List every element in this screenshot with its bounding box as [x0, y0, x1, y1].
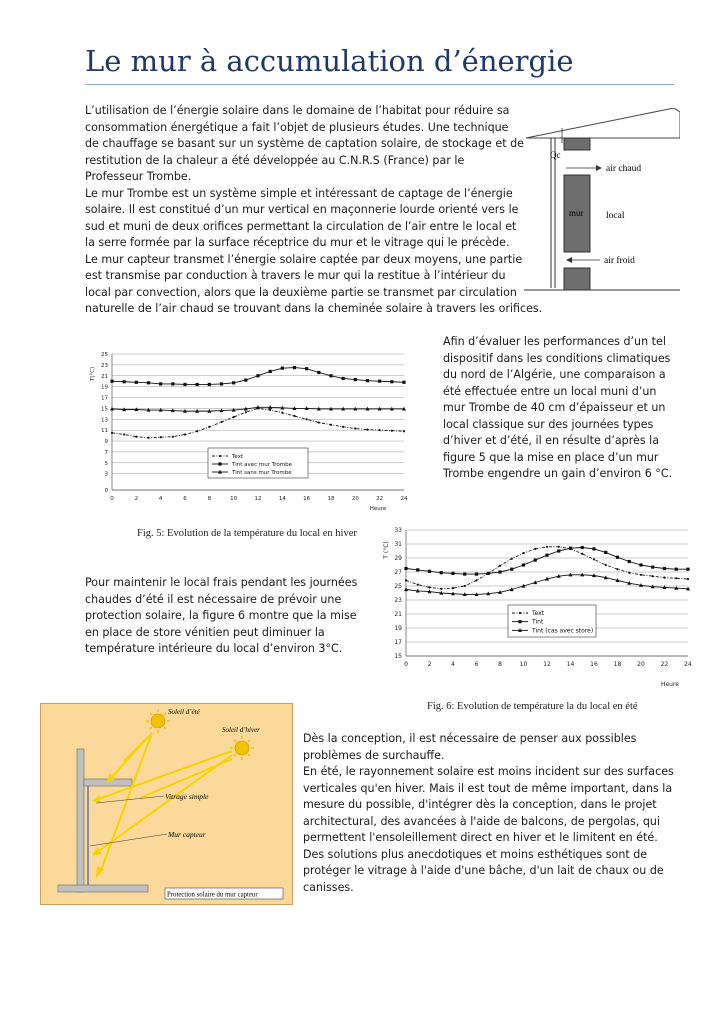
page-title: Le mur à accumulation d’énergie — [85, 44, 574, 78]
conception-line: mesure du possible, d'intégrer dès la conception, dans le projet — [303, 798, 657, 811]
legend-marker — [518, 620, 521, 623]
hot-air-arrowhead — [596, 165, 602, 171]
data-point — [404, 567, 407, 570]
x-tick-label: 2 — [134, 496, 139, 502]
cold-air-label: air froid — [604, 256, 635, 266]
y-tick-label: 0 — [104, 488, 108, 494]
eval-line: d’hiver et d’été, il en résulte d’après la — [443, 434, 660, 447]
data-point — [366, 429, 368, 431]
data-point — [245, 411, 247, 413]
y-axis-label: T (°C) — [383, 541, 390, 559]
x-tick-label: 16 — [303, 496, 311, 502]
data-point — [402, 381, 405, 384]
data-point — [417, 584, 419, 586]
data-point — [675, 577, 677, 579]
conception-line: architectural, des avancées à l'aide de balcons, de pergolas, qui — [303, 814, 661, 828]
y-tick-label: 3 — [104, 471, 108, 478]
intro-line: consommation énergétique a fait l’objet de plusieurs études. Une technique — [85, 120, 509, 134]
y-tick-label: 21 — [101, 373, 108, 380]
x-tick-label: 8 — [498, 661, 502, 668]
intro-line: sud et muni de deux orifices permettant la circulation de l’air entre le local et — [85, 219, 517, 233]
series-line — [112, 408, 404, 437]
summer-sun-label: Soleil d’été — [168, 708, 200, 716]
cold-air-arrowhead — [566, 257, 572, 263]
legend-label: Text — [532, 610, 545, 617]
room-label: local — [606, 211, 625, 221]
y-tick-label: 25 — [101, 352, 108, 358]
data-point — [428, 570, 431, 573]
legend-marker — [218, 462, 221, 465]
y-tick-label: 17 — [101, 395, 108, 402]
data-point — [687, 578, 689, 580]
y-tick-label: 27 — [394, 569, 402, 576]
y-tick-label: 5 — [104, 460, 108, 467]
evaluation-paragraph — [443, 334, 683, 483]
data-point — [534, 548, 536, 550]
data-point — [593, 558, 595, 560]
x-tick-label: 20 — [637, 661, 645, 668]
fig6-summer-chart — [380, 525, 698, 697]
title-rule — [85, 84, 674, 85]
x-tick-label: 6 — [474, 661, 479, 668]
data-point — [652, 575, 654, 577]
data-point — [628, 560, 631, 563]
fig6-caption: Fig. 6: Evolution de température la du local en été — [427, 701, 638, 712]
y-tick-label: 11 — [101, 428, 108, 435]
data-point — [464, 585, 466, 587]
conception-line: verticales qu'en hiver. Mais il est tout de même important, dans la — [303, 781, 673, 795]
data-point — [159, 382, 162, 385]
legend-label: Tint (cas avec store) — [532, 627, 594, 635]
y-tick-label: 31 — [394, 541, 402, 548]
data-point — [651, 566, 654, 569]
eval-line: été effectuée entre un local muni d’un — [443, 384, 657, 398]
x-tick-label: 0 — [110, 496, 114, 502]
x-tick-label: 24 — [400, 496, 408, 502]
data-point — [366, 379, 369, 382]
ground-slab — [58, 885, 148, 892]
intro-paragraph — [85, 103, 543, 318]
data-point — [616, 568, 618, 570]
data-point — [487, 572, 490, 575]
x-tick-label: 14 — [278, 496, 286, 502]
data-point — [558, 546, 560, 548]
data-point — [604, 551, 607, 554]
wall-capteur-label: Mur capteur — [168, 830, 206, 839]
winter-sun-label: Soleil d’hiver — [222, 726, 260, 734]
data-point — [147, 437, 149, 439]
data-point — [499, 565, 501, 567]
data-point — [172, 436, 174, 438]
summer-paragraph — [85, 575, 365, 658]
intro-line: L’utilisation de l’énergie solaire dans le domaine de l’habitat pour réduire sa — [85, 104, 510, 117]
data-point — [281, 412, 283, 414]
data-point — [522, 563, 525, 566]
data-point — [244, 379, 247, 382]
x-tick-label: 14 — [566, 661, 575, 668]
data-point — [569, 547, 572, 550]
data-point — [305, 367, 308, 370]
summer-line: température intérieure du local d’environ 3°C. — [85, 642, 343, 655]
data-point — [557, 549, 560, 552]
data-point — [196, 430, 198, 432]
summer-line: Pour maintenir le local frais pendant les journées — [85, 576, 358, 589]
data-point — [171, 382, 174, 385]
data-point — [534, 559, 537, 562]
data-point — [208, 383, 211, 386]
data-point — [135, 381, 138, 384]
data-point — [463, 573, 466, 576]
x-tick-label: 2 — [427, 661, 432, 668]
data-point — [510, 568, 513, 571]
x-tick-label: 20 — [351, 496, 359, 502]
x-tick-label: 22 — [660, 661, 669, 668]
data-point — [511, 558, 513, 560]
data-point — [686, 568, 689, 571]
data-point — [293, 366, 296, 369]
conception-line: Dès la conception, il est nécessaire de penser aux possibles — [303, 732, 637, 745]
intro-line: naturelle de l’air chaud se trouvant dans la cheminée solaire à travers les orifices. — [85, 302, 543, 315]
data-point — [220, 382, 223, 385]
y-tick-label: 29 — [394, 555, 402, 562]
glazing-label: Vitrage simple — [165, 792, 209, 801]
x-tick-label: 4 — [451, 661, 455, 668]
data-point — [416, 568, 419, 571]
summer-line: protection solaire, la figure 6 montre que la mise — [85, 609, 357, 622]
data-point — [233, 416, 235, 418]
legend-label: Text — [232, 454, 244, 460]
data-point — [269, 409, 271, 411]
data-point — [546, 546, 548, 548]
data-point — [451, 572, 454, 575]
eval-line: Afin d’évaluer les performances d’un tel — [443, 335, 666, 348]
fig5-caption: Fig. 5: Evolution de la température du local en hiver — [137, 528, 357, 539]
data-point — [640, 574, 642, 576]
legend-marker — [519, 612, 521, 614]
data-point — [147, 381, 150, 384]
y-axis-label: T(°C) — [90, 366, 96, 382]
data-point — [379, 429, 381, 431]
data-point — [330, 424, 332, 426]
intro-line: local par convection, alors que la deuxième partie se transmet par circulation — [85, 285, 517, 299]
y-tick-label: 17 — [394, 639, 402, 646]
y-tick-label: 23 — [101, 362, 108, 369]
data-point — [269, 370, 272, 373]
wall-label: mur — [569, 208, 584, 218]
data-point — [545, 554, 548, 557]
y-tick-label: 33 — [394, 527, 402, 534]
data-point — [475, 573, 478, 576]
data-point — [605, 564, 607, 566]
data-point — [616, 556, 619, 559]
conception-paragraph — [303, 731, 693, 896]
intro-line: Professeur Trombe. — [85, 170, 192, 183]
data-point — [428, 586, 430, 588]
data-point — [581, 546, 584, 549]
data-point — [403, 430, 405, 432]
y-tick-label: 23 — [394, 597, 402, 604]
data-point — [111, 432, 113, 434]
data-point — [160, 436, 162, 438]
y-tick-label: 19 — [394, 625, 402, 632]
intro-line: la serre formée par la surface réceptrice du mur et le vitrage qui le précède. — [85, 236, 510, 249]
summer-line: chaudes d’été il est nécessaire de prévoir une — [85, 592, 342, 606]
data-point — [293, 415, 295, 417]
data-point — [135, 436, 137, 438]
y-tick-label: 21 — [394, 611, 402, 618]
x-tick-label: 18 — [327, 496, 335, 502]
y-tick-label: 15 — [394, 653, 402, 660]
data-point — [110, 380, 113, 383]
eval-line: local classique sur des journées types — [443, 417, 654, 431]
x-tick-label: 12 — [254, 496, 262, 502]
data-point — [208, 426, 210, 428]
data-point — [232, 381, 235, 384]
data-point — [663, 577, 665, 579]
data-point — [675, 568, 678, 571]
data-point — [639, 563, 642, 566]
x-axis-label: Heure — [660, 681, 680, 688]
legend-label: Tint avec mur Trombe — [232, 462, 293, 468]
eval-line: figure 5 que la mise en place d’un mur — [443, 450, 659, 464]
data-point — [440, 588, 442, 590]
data-point — [183, 383, 186, 386]
conception-line: protéger le vitrage à l'aide d'une bâche, d'un lait de chaux ou de — [303, 864, 664, 877]
data-point — [256, 374, 259, 377]
data-point — [354, 378, 357, 381]
data-point — [342, 426, 344, 428]
x-tick-label: 4 — [158, 496, 163, 502]
data-point — [196, 383, 199, 386]
qc-label: Qc — [550, 150, 561, 160]
data-point — [581, 553, 583, 555]
data-point — [378, 380, 381, 383]
data-point — [498, 570, 501, 573]
data-point — [342, 377, 345, 380]
y-tick-label: 9 — [104, 439, 108, 446]
exterior-wall — [77, 749, 84, 892]
intro-line: de chauffage se basant sur un système de captation solaire, de stockage et de — [85, 137, 524, 150]
data-point — [440, 571, 443, 574]
intro-line: Le mur Trombe est un système simple et intéressant de captage de l’énergie — [85, 186, 513, 200]
intro-line: est transmise par conduction à travers le mur qui la restitue à l’intérieur du — [85, 269, 506, 282]
data-point — [281, 367, 284, 370]
y-tick-label: 19 — [101, 384, 108, 391]
data-point — [391, 430, 393, 432]
fig5-winter-chart — [86, 348, 416, 518]
eval-line: dispositif dans les conditions climatiques — [443, 351, 671, 365]
data-point — [663, 567, 666, 570]
data-point — [220, 421, 222, 423]
data-point — [184, 433, 186, 435]
y-tick-label: 13 — [101, 417, 108, 424]
data-point — [317, 371, 320, 374]
data-point — [306, 418, 308, 420]
roof-shape — [526, 108, 680, 138]
summer-line: en place de store vénitien peut diminuer la — [85, 625, 325, 639]
data-point — [390, 380, 393, 383]
x-tick-label: 22 — [376, 496, 384, 502]
conception-line: canisses. — [303, 880, 354, 894]
legend-marker — [219, 455, 221, 457]
data-point — [329, 374, 332, 377]
conception-line: En été, le rayonnement solaire est moins incident sur des surfaces — [303, 765, 674, 778]
data-point — [475, 579, 477, 581]
x-tick-label: 8 — [207, 496, 212, 502]
intro-line: solaire. Il est constitué d’un mur vertical en maçonnerie lourde orienté vers le — [85, 203, 519, 216]
x-tick-label: 24 — [684, 661, 692, 668]
sun-protection-diagram — [40, 703, 293, 905]
wall-bottom — [564, 268, 590, 290]
intro-line: Le mur capteur transmet l’énergie solaire captée par deux moyens, une partie — [85, 252, 523, 266]
conception-line: problèmes de surchauffe. — [303, 748, 445, 762]
eval-line: Trombe engendre un gain d’environ 6 °C. — [443, 467, 673, 480]
wall-top — [564, 138, 590, 150]
x-tick-label: 12 — [543, 661, 551, 668]
data-point — [123, 380, 126, 383]
hot-air-label: air chaud — [606, 164, 642, 174]
legend-label: Tint sans mur Trombe — [232, 470, 292, 476]
eval-line: mur Trombe de 40 cm d’épaisseur et un — [443, 401, 666, 414]
eval-line: du nord de l’Algérie, une comparaison a — [443, 368, 666, 381]
x-tick-label: 10 — [519, 661, 528, 668]
data-point — [452, 587, 454, 589]
series-line — [406, 547, 688, 589]
legend-label: Tint — [532, 618, 544, 626]
y-tick-label: 7 — [104, 449, 108, 456]
x-tick-label: 18 — [613, 661, 622, 668]
x-axis-label: Heure — [369, 506, 387, 512]
x-tick-label: 16 — [590, 661, 598, 668]
x-tick-label: 0 — [404, 661, 408, 668]
conception-line: Des solutions plus anecdotiques et moins esthétiques sont de — [303, 847, 648, 861]
trombe-wall-diagram — [524, 108, 680, 292]
x-tick-label: 10 — [230, 496, 238, 502]
y-tick-label: 25 — [394, 583, 402, 590]
x-tick-label: 6 — [183, 496, 187, 502]
data-point — [123, 433, 125, 435]
data-point — [404, 587, 408, 591]
data-point — [628, 572, 630, 574]
data-point — [405, 579, 407, 581]
series-line — [406, 548, 688, 575]
data-point — [354, 427, 356, 429]
data-point — [522, 552, 524, 554]
conception-line: permettent l'ensoleillement direct en hiver et le limitent en été. — [303, 831, 658, 844]
data-point — [318, 421, 320, 423]
y-tick-label: 15 — [101, 406, 108, 413]
data-point — [592, 547, 595, 550]
intro-line: restitution de la chaleur a été développée au C.N.R.S (France) par le — [85, 153, 465, 167]
protection-label: Protection solaire du mur capteur — [167, 891, 258, 899]
